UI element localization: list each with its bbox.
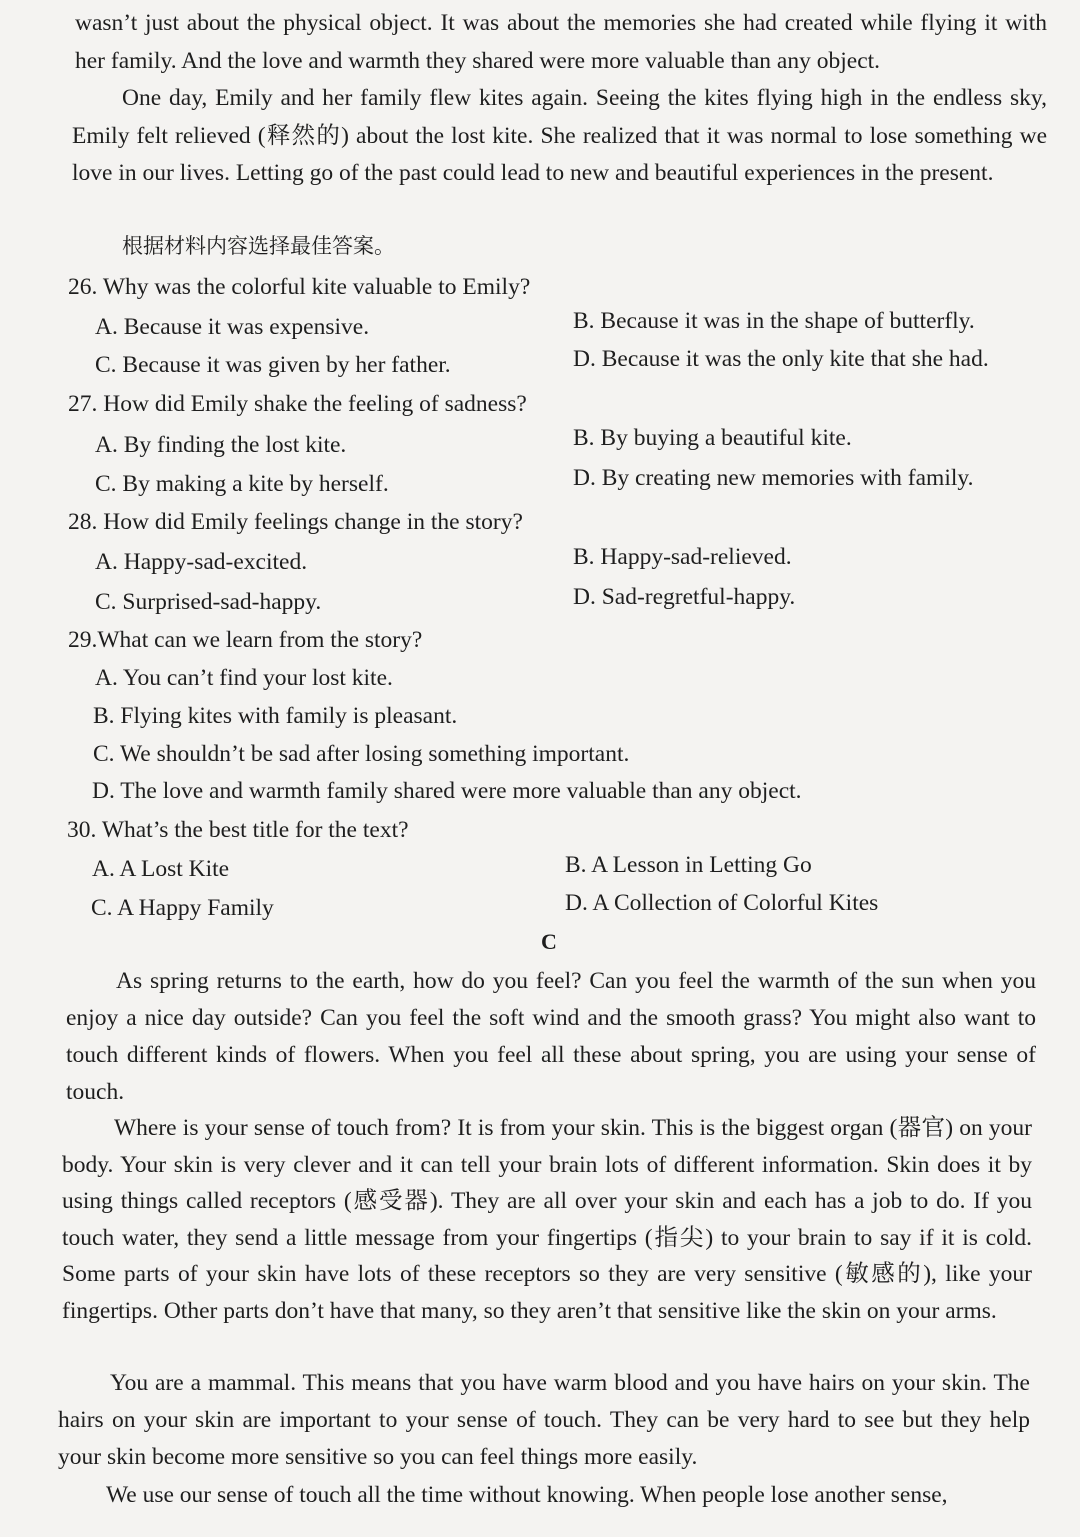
option-a: A. Happy-sad-excited. (95, 549, 308, 575)
question-stem: 29.What can we learn from the story? (68, 627, 423, 653)
passage-paragraph: Where is your sense of touch from? It is from your skin. This is the biggest organ (器官) on your body. Your skin is very clever and it can tell your brain lots of different information. Skin does it by using things called receptors (感受器). They are all over your skin and each has a job to do. If you touch water, they send a little message from your fingertips (指尖) to your brain to say if it is cold. Some parts of your skin have lots of these receptors so they are very sensitive (敏感的), like your fingertips. Other parts don’t have that many, so they aren’t that sensitive like the skin on your arms. (62, 1115, 1032, 1324)
question-stem: 28. How did Emily feelings change in the story? (68, 509, 523, 535)
option-c: C. A Happy Family (91, 895, 274, 921)
instruction-text: 根据材料内容选择最佳答案。 (122, 234, 395, 258)
option-c: C. By making a kite by herself. (95, 471, 389, 497)
option-c: C. Surprised-sad-happy. (95, 589, 322, 615)
question-stem: 27. How did Emily shake the feeling of sadness? (68, 391, 527, 417)
question-stem: 30. What’s the best title for the text? (67, 817, 409, 843)
option-b: B. A Lesson in Letting Go (565, 852, 812, 878)
option-d: D. A Collection of Colorful Kites (565, 890, 879, 916)
option-c: C. Because it was given by her father. (95, 352, 451, 378)
option-d: D. By creating new memories with family. (573, 465, 974, 491)
option-a: A. A Lost Kite (92, 856, 230, 882)
passage-paragraph: You are a mammal. This means that you have warm blood and you have hairs on your skin. The hairs on your skin are important to your sense of touch. They can be very hard to see but they help your skin become more sensitive so you can feel things more easily. (58, 1370, 1030, 1470)
passage-paragraph: wasn’t just about the physical object. It was about the memories she had created while flying it with her family. And the love and warmth they shared were more valuable than any object. (75, 10, 1047, 74)
passage-paragraph: As spring returns to the earth, how do you feel? Can you feel the warmth of the sun when you enjoy a nice day outside? Can you feel the soft wind and the smooth grass? You might also want to touch different kinds of flowers. When you feel all these about spring, you are using your sense of touch. (66, 968, 1036, 1105)
option-b: B. By buying a beautiful kite. (573, 425, 852, 451)
passage-paragraph: One day, Emily and her family flew kites again. Seeing the kites flying high in the endless sky, Emily felt relieved (释然的) about the lost kite. She realized that it was normal to lose something we love in our lives. Letting go of the past could lead to new and beautiful experiences in the present. (72, 85, 1047, 186)
question-stem: 26. Why was the colorful kite valuable to Emily? (68, 274, 531, 300)
option-a: A. You can’t find your lost kite. (95, 665, 393, 691)
option-d: D. Sad-regretful-happy. (573, 584, 796, 610)
passage-paragraph: We use our sense of touch all the time without knowing. When people lose another sense, (106, 1482, 948, 1508)
option-d: D. The love and warmth family shared were more valuable than any object. (92, 778, 802, 804)
option-b: B. Happy-sad-relieved. (573, 544, 792, 570)
option-a: A. By finding the lost kite. (95, 432, 347, 458)
option-a: A. Because it was expensive. (95, 314, 370, 340)
option-b: B. Because it was in the shape of butterfly. (573, 308, 975, 334)
option-b: B. Flying kites with family is pleasant. (93, 703, 458, 729)
option-d: D. Because it was the only kite that she had. (573, 346, 989, 372)
option-c: C. We shouldn’t be sad after losing something important. (93, 741, 630, 767)
section-label: C (541, 929, 557, 954)
